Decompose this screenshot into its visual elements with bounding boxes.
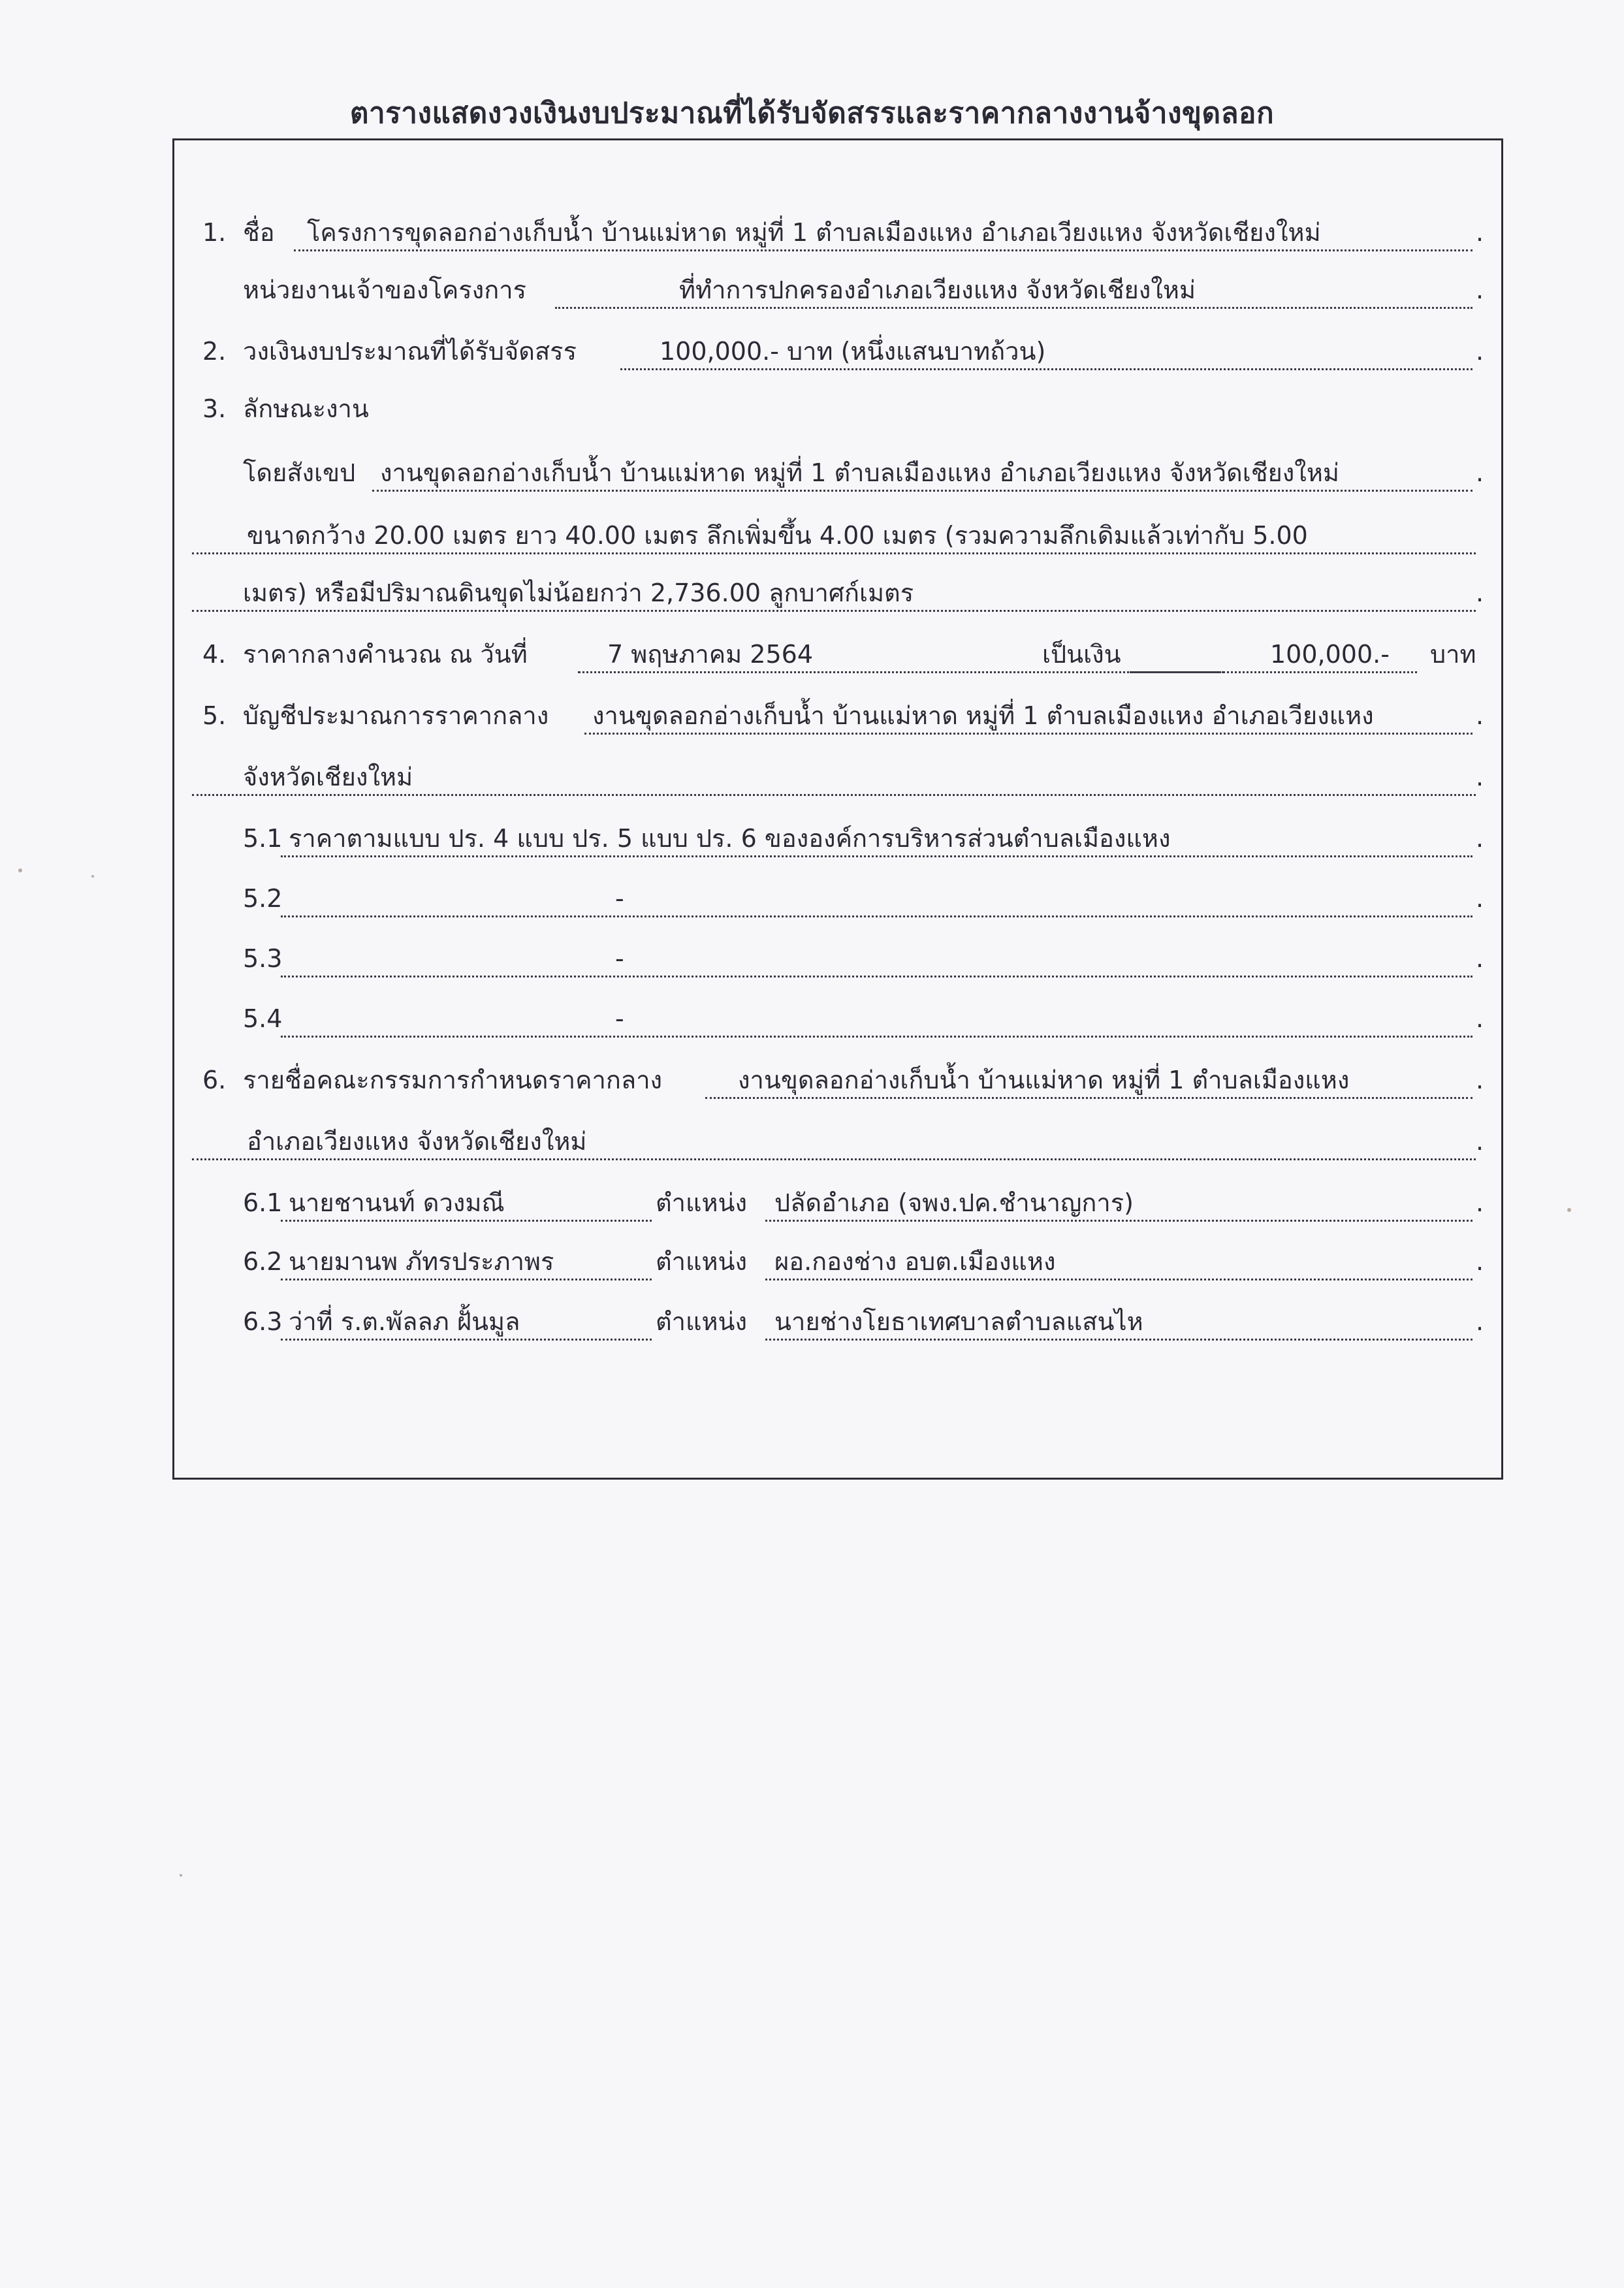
end-mark: . [1476,1066,1484,1094]
member-number: 6.2 [243,1247,283,1276]
committee-label: รายชื่อคณะกรรมการกำหนดราคากลาง [243,1066,663,1094]
member-name: ว่าที่ ร.ต.พัลลภ ฝั้นมูล [289,1307,520,1336]
member-name: นายมานพ ภัทรประภาพร [289,1247,554,1276]
member-position-field [765,1186,1473,1222]
estimate-field-1 [584,699,1473,735]
committee-field-1 [705,1063,1473,1099]
item6-continued-row [192,1124,1482,1170]
end-mark: . [1476,824,1484,853]
sub-value: ราคาตามแบบ ปร. 4 แบบ ปร. 5 แบบ ปร. 6 ขององค์การบริหารส่วนตำบลเมืองแหง [289,824,1171,853]
item3-heading-row [202,392,1482,437]
member-name-field [281,1305,652,1341]
item-number: 4. [202,640,227,669]
sub-field [281,882,1473,917]
budget-label: วงเงินงบประมาณที่ได้รับจัดสรร [243,337,577,366]
item3-summary-row [202,456,1482,501]
budget-field [620,334,1473,370]
scan-speck [18,868,22,872]
committee-value-2: อำเภอเวียงแหง จังหวัดเชียงใหม่ [247,1127,587,1156]
sub-field [281,942,1473,977]
summary-line-3: เมตร) หรือมีปริมาณดินขุดไม่น้อยกว่า 2,736.00 ลูกบาศก์เมตร [243,579,914,607]
end-mark: . [1476,763,1484,791]
item6-heading-row [202,1063,1482,1109]
item5-sub-row [243,942,1482,987]
committee-member-row [243,1186,1482,1231]
member-position: ผอ.กองช่าง อบต.เมืองแหง [774,1247,1056,1276]
sub-value: - [615,884,624,913]
estimate-value-1: งานขุดลอกอ่างเก็บน้ำ บ้านแม่หาด หมู่ที่ 1 ตำบลเมืองแหง อำเภอเวียงแหง [592,701,1374,730]
amount-field [1130,637,1417,673]
end-mark: . [1476,944,1484,973]
position-label: ตำแหน่ง [656,1307,748,1336]
project-name-value: โครงการขุดลอกอ่างเก็บน้ำ บ้านแม่หาด หมู่ที่ 1 ตำบลเมืองแหง อำเภอเวียงแหง จังหวัดเชียงใหม่ [307,218,1321,247]
item-number: 2. [202,337,227,366]
name-label: ชื่อ [243,218,275,247]
item5-sub-row [243,821,1482,867]
estimate-value-2: จังหวัดเชียงใหม่ [243,763,413,791]
scan-speck [1567,1208,1571,1212]
project-name-field [294,215,1473,251]
item1-name-row [202,215,1482,261]
position-label: ตำแหน่ง [656,1247,748,1276]
sub-value: - [615,944,624,973]
sub-number: 5.3 [243,944,283,973]
committee-field-2 [192,1124,1476,1160]
end-mark: . [1476,218,1484,247]
summary-line-1: งานขุดลอกอ่างเก็บน้ำ บ้านแม่หาด หมู่ที่ 1 ตำบลเมืองแหง อำเภอเวียงแหง จังหวัดเชียงใหม่ [380,458,1339,487]
end-mark: . [1476,1004,1484,1033]
end-mark: . [1476,458,1484,487]
summary-label: โดยสังเขป [243,458,356,487]
calc-date-value: 7 พฤษภาคม 2564 [607,640,814,669]
end-mark: . [1476,701,1484,730]
end-mark: . [1476,276,1484,304]
agency-value: ที่ทำการปกครองอำเภอเวียงแหง จังหวัดเชียงใหม่ [679,276,1196,304]
position-label: ตำแหน่ง [656,1188,748,1217]
summary-field-1 [372,456,1473,492]
member-name: นายชานนท์ ดวงมณี [289,1188,505,1217]
calc-date-field [578,637,1224,673]
sub-field [281,1002,1473,1038]
end-mark: . [1476,884,1484,913]
item-number: 6. [202,1066,227,1094]
item3-volume-row [192,576,1482,622]
scan-speck [91,875,94,878]
item-number: 1. [202,218,227,247]
item3-dimension-row [192,518,1482,564]
member-position-field [765,1245,1473,1280]
agency-label: หน่วยงานเจ้าของโครงการ [243,276,526,304]
baht-unit: บาท [1430,640,1476,669]
end-mark: . [1476,1307,1484,1336]
member-position: ปลัดอำเภอ (จพง.ปค.ชำนาญการ) [774,1188,1134,1217]
committee-value-1: งานขุดลอกอ่างเก็บน้ำ บ้านแม่หาด หมู่ที่ 1 ตำบลเมืองแหง [738,1066,1350,1094]
item-number: 5. [202,701,227,730]
agency-field [555,273,1473,309]
summary-line-2: ขนาดกว้าง 20.00 เมตร ยาว 40.00 เมตร ลึกเพิ่มขึ้น 4.00 เมตร (รวมความลึกเดิมแล้วเท่ากับ 5.00 [247,521,1308,550]
sub-value: - [615,1004,624,1033]
summary-field-3 [192,576,1476,612]
sub-number: 5.2 [243,884,283,913]
member-position-field [765,1305,1473,1341]
member-number: 6.1 [243,1188,283,1217]
end-mark: . [1476,337,1484,366]
item2-budget-row [202,334,1482,380]
item5-sub-row [243,882,1482,927]
item5-heading-row [202,699,1482,744]
member-number: 6.3 [243,1307,283,1336]
estimate-label: บัญชีประมาณการราคากลาง [243,701,549,730]
summary-field-2 [192,518,1476,554]
committee-member-row [243,1305,1482,1350]
sub-number: 5.1 [243,824,283,853]
amount-label: เป็นเงิน [1038,637,1125,671]
budget-value: 100,000.- บาท (หนึ่งแสนบาทถ้วน) [660,337,1046,366]
estimate-field-2 [192,760,1476,796]
sub-field [281,821,1473,857]
member-name-field [281,1186,652,1222]
committee-member-row [243,1245,1482,1290]
page-title: ตารางแสดงวงเงินงบประมาณที่ได้รับจัดสรรและราคากลางงานจ้างขุดลอก [349,97,1275,130]
member-name-field [281,1245,652,1280]
member-position: นายช่างโยธาเทศบาลตำบลแสนไห [774,1307,1143,1336]
work-nature-label: ลักษณะงาน [243,394,369,423]
item5-continued-row [192,760,1482,806]
calc-date-label: ราคากลางคำนวณ ณ วันที่ [243,640,528,669]
item4-price-row [202,637,1482,683]
item-number: 3. [202,394,227,423]
end-mark: . [1476,579,1484,607]
item1-agency-row [202,273,1482,319]
amount-value: 100,000.- [1270,640,1390,669]
end-mark: . [1476,1247,1484,1276]
item5-sub-row [243,1002,1482,1047]
end-mark: . [1476,1188,1484,1217]
end-mark: . [1476,1127,1484,1156]
sub-number: 5.4 [243,1004,283,1033]
scan-speck [180,1874,182,1877]
